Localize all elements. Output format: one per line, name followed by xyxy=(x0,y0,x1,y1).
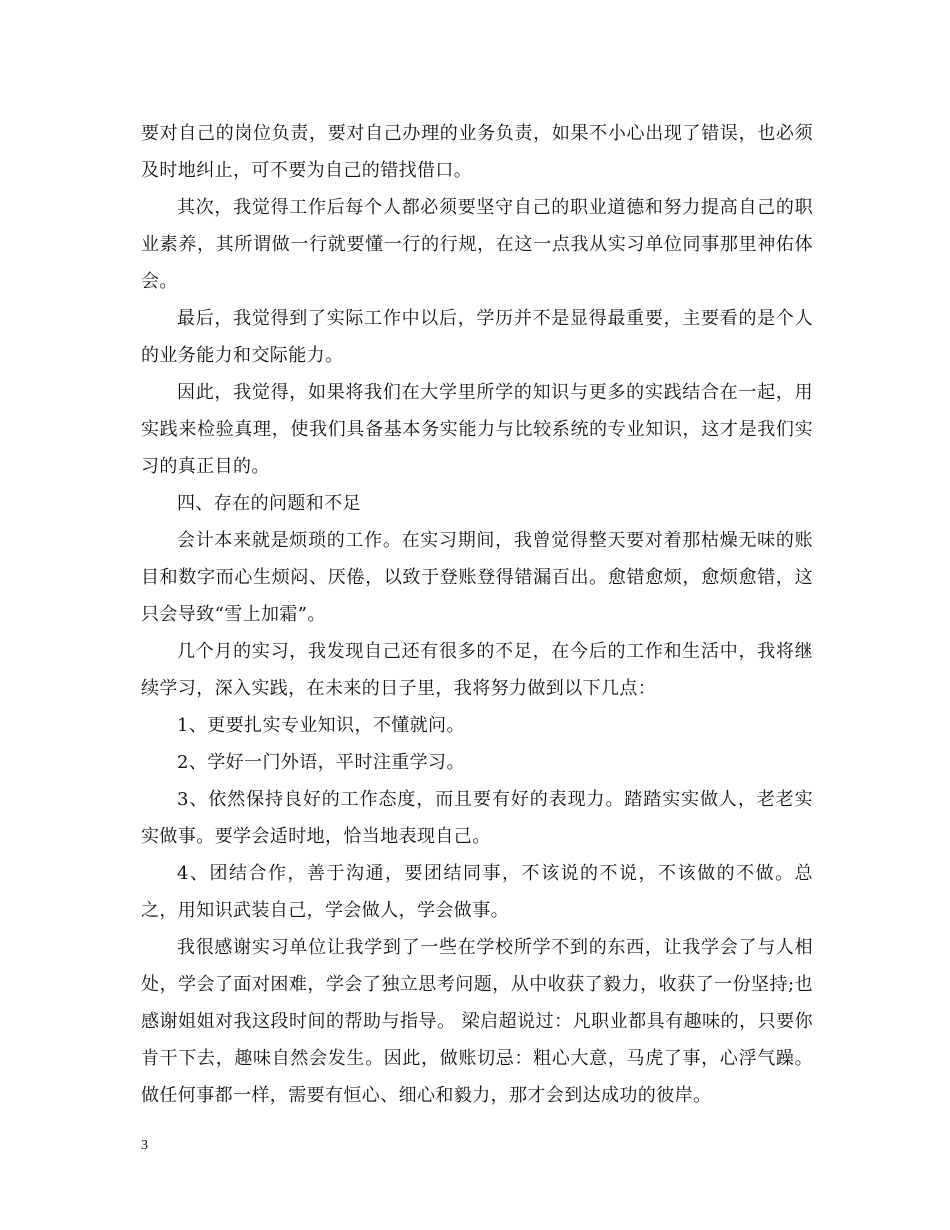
list-item-2: 2、学好一门外语，平时注重学习。 xyxy=(177,752,465,773)
paragraph-finally: 最后，我觉得到了实际工作中以后，学历并不是显得最重要，主要看的是个人的业务能力和交际能力。 xyxy=(141,308,813,366)
paragraph-thanks: 我很感谢实习单位让我学到了一些在学校所学不到的东西，让我学会了与人相处，学会了面对困难，学会了独立思考问题，从中收获了毅力，收获了一份坚持;也感谢姐姐对我这段时间的帮助与指导。 梁启超说过：凡职业都具有趣味的，只要你肯干下去，趣味自然会发生。因此，做账切忌：粗心大意，马虎了事，心浮气躁。做任何事都一样，需要有恒心、细心和毅力，那才会到达成功的彼岸。 xyxy=(141,937,813,1106)
list-item-4: 4、团结合作，善于沟通，要团结同事，不该说的不说，不该做的不做。总之，用知识武装自己，学会做人，学会做事。 xyxy=(141,863,813,921)
section-heading-problems: 四、存在的问题和不足 xyxy=(177,493,361,514)
page-number: 3 xyxy=(141,1138,148,1153)
paragraph-therefore: 因此，我觉得，如果将我们在大学里所学的知识与更多的实践结合在一起，用实践来检验真理，使我们具备基本务实能力与比较系统的专业知识，这才是我们实习的真正目的。 xyxy=(141,382,813,477)
list-item-1: 1、更要扎实专业知识，不懂就问。 xyxy=(177,715,465,736)
list-item-3: 3、依然保持良好的工作态度，而且要有好的表现力。踏踏实实做人，老老实实做事。要学会适时地，恰当地表现自己。 xyxy=(141,789,813,847)
paragraph-shortcomings: 几个月的实习，我发现自己还有很多的不足，在今后的工作和生活中，我将继续学习，深入实践，在未来的日子里，我将努力做到以下几点： xyxy=(141,641,813,699)
paragraph-continued: 要对自己的岗位负责，要对自己办理的业务负责，如果不小心出现了错误，也必须及时地纠止，可不要为自己的错找借口。 xyxy=(141,123,813,181)
paragraph-secondly: 其次，我觉得工作后每个人都必须要坚守自己的职业道德和努力提高自己的职业素养，其所谓做一行就要懂一行的行规，在这一点我从实习单位同事那里神佑体会。 xyxy=(141,197,813,292)
paragraph-accounting: 会计本来就是烦琐的工作。在实习期间，我曾觉得整天要对着那枯燥无味的账目和数字而心生烦闷、厌倦，以致于登账登得错漏百出。愈错愈烦，愈烦愈错，这只会导致“雪上加霜”。 xyxy=(141,530,813,625)
document-body xyxy=(141,115,813,1114)
